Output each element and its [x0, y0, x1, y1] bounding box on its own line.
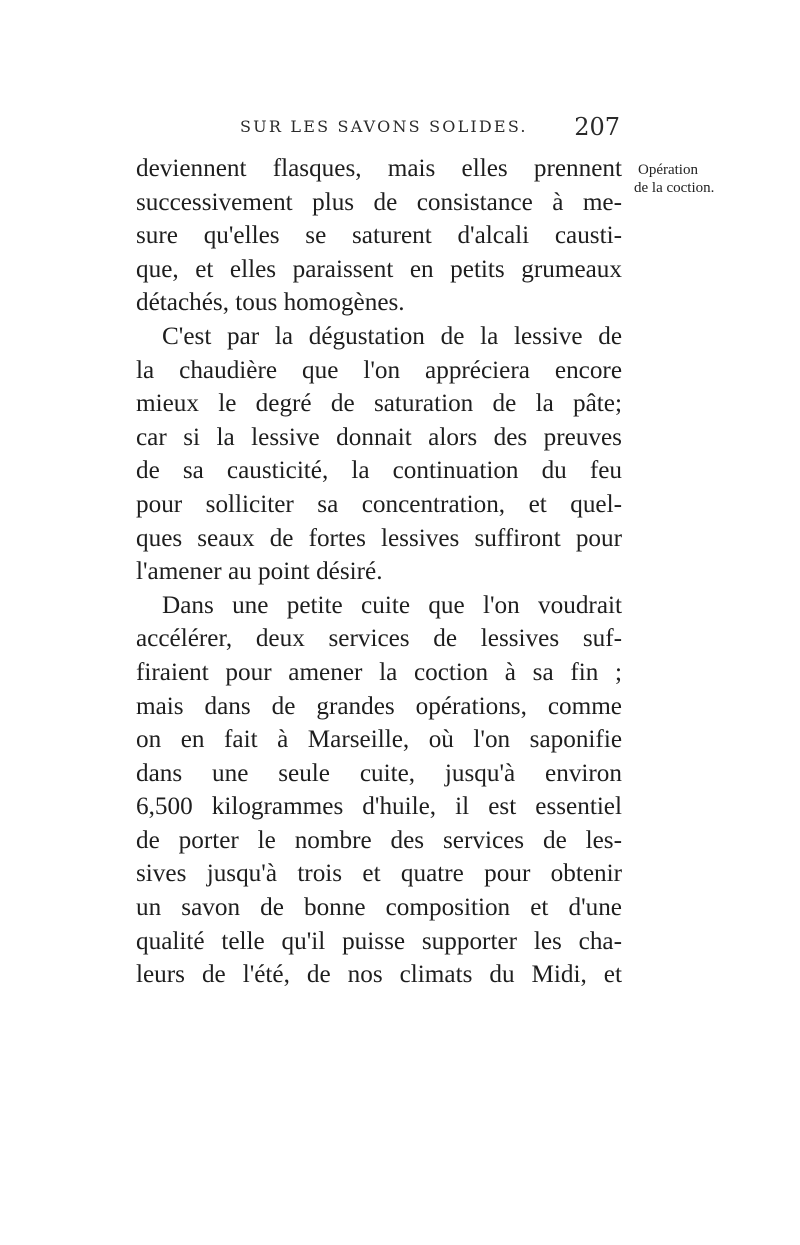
- page-number: 207: [574, 113, 620, 141]
- running-title: SUR LES SAVONS SOLIDES.: [240, 117, 528, 136]
- text-line: l'amener au point désiré.: [136, 558, 383, 586]
- margin-note: [634, 161, 784, 197]
- body-text: [136, 152, 622, 992]
- text-line: sives jusqu'à trois et quatre pour obtenir: [136, 860, 622, 888]
- text-line: la chaudière que l'on appréciera encore: [136, 356, 622, 384]
- text-line: dans une seule cuite, jusqu'à environ: [136, 759, 622, 787]
- text-line: mais dans de grandes opérations, comme: [136, 692, 622, 720]
- text-line: pour solliciter sa concentration, et quel-: [136, 490, 622, 518]
- text-line: ques seaux de fortes lessives suffiront pour: [136, 524, 622, 552]
- text-line: Dans une petite cuite que l'on voudrait: [162, 591, 622, 619]
- text-line: leurs de l'été, de nos climats du Midi, et: [136, 961, 622, 989]
- text-line: mieux le degré de saturation de la pâte;: [136, 390, 622, 418]
- text-line: un savon de bonne composition et d'une: [136, 894, 622, 922]
- margin-note-line-2: de la coction.: [634, 180, 715, 196]
- text-line: 6,500 kilogrammes d'huile, il est essentiel: [136, 793, 622, 821]
- text-line: de sa causticité, la continuation du feu: [136, 457, 622, 485]
- text-line: détachés, tous homogènes.: [136, 289, 405, 317]
- text-line: on en fait à Marseille, où l'on saponifie: [136, 726, 622, 754]
- text-line: sure qu'elles se saturent d'alcali causti-: [136, 222, 622, 250]
- text-line: qualité telle qu'il puisse supporter les cha-: [136, 927, 622, 955]
- text-line: C'est par la dégustation de la lessive de: [162, 322, 622, 350]
- text-line: que, et elles paraissent en petits grumeaux: [136, 255, 622, 283]
- text-line: car si la lessive donnait alors des preuves: [136, 423, 622, 451]
- text-line: de porter le nombre des services de les-: [136, 826, 622, 854]
- running-head: [240, 113, 620, 141]
- text-line: successivement plus de consistance à me-: [136, 188, 622, 216]
- text-line: accélérer, deux services de lessives suf-: [136, 625, 622, 653]
- text-line: firaient pour amener la coction à sa fin ;: [136, 658, 622, 686]
- margin-note-line-1: Opération: [638, 162, 698, 178]
- text-line: deviennent flasques, mais elles prennent: [136, 155, 622, 182]
